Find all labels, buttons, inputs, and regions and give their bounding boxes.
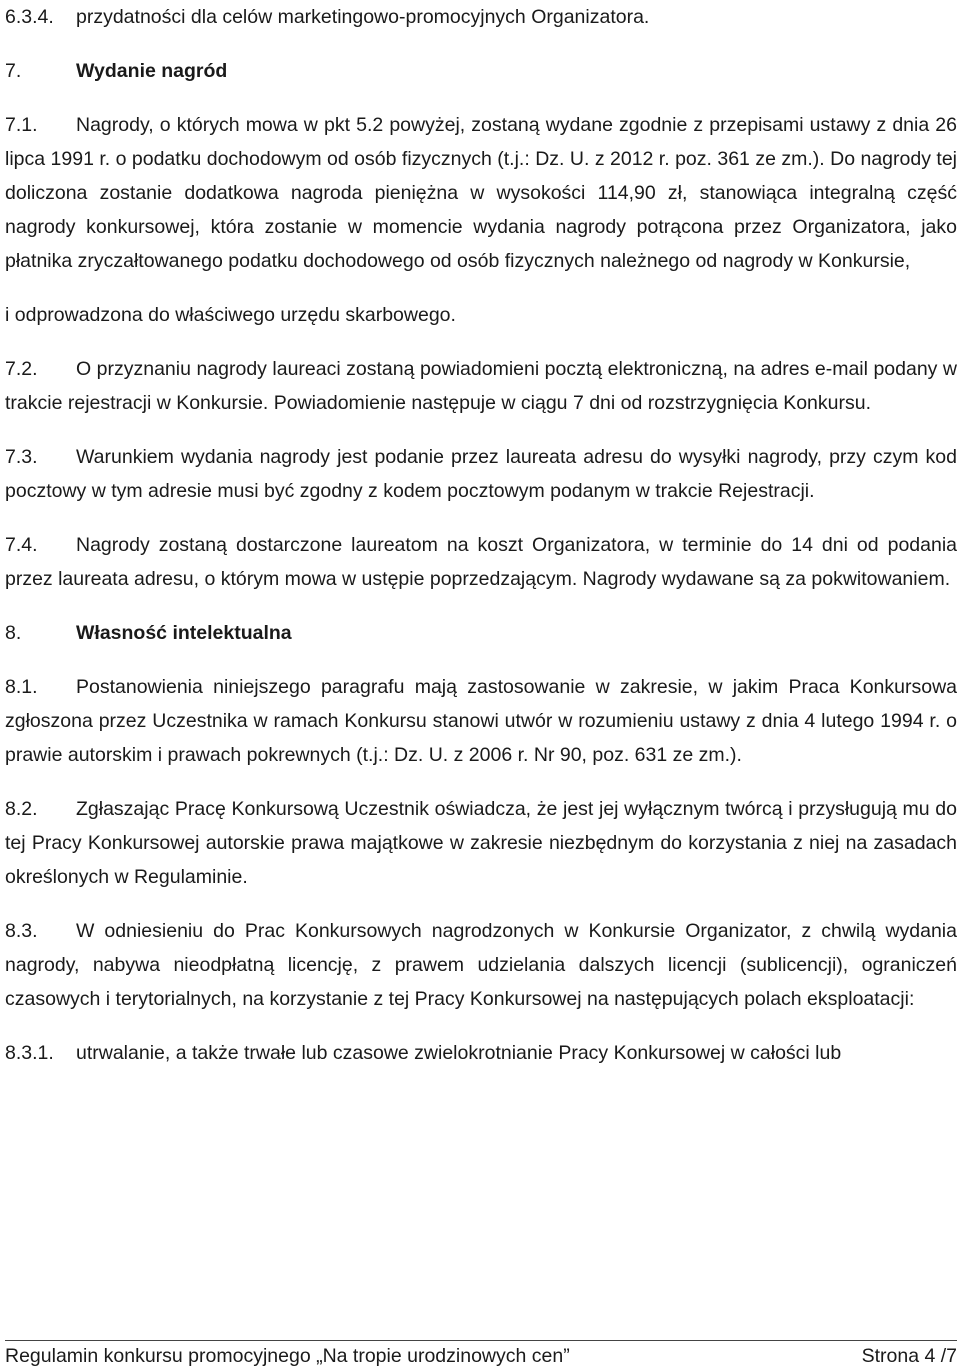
paragraph-number: 8.1. [5, 676, 38, 698]
paragraph-text: O przyznaniu nagrody laureaci zostaną powiadomieni pocztą elektroniczną, na adres e-mail podany w trakcie rejestracji w Konkursie. Powiadomienie następuje w ciągu 7 dni od rozstrzygnięcia Konkursu. [5, 358, 957, 414]
section-title: Własność intelektualna [76, 622, 292, 644]
paragraph-text: Nagrody zostaną dostarczone laureatom na koszt Organizatora, w terminie do 14 dni od podania przez laureata adresu, o którym mowa w ustępie poprzedzającym. Nagrody wydawane są za pokwitowaniem. [5, 534, 957, 590]
paragraph-7-4 [5, 528, 957, 596]
section-title: Wydanie nagród [76, 60, 228, 82]
paragraph-8-3-1 [5, 1036, 957, 1070]
paragraph-8-2 [5, 792, 957, 894]
paragraph-number: 8.3. [5, 920, 38, 942]
section-7-heading [5, 54, 957, 88]
paragraph-7-1-continuation [5, 298, 957, 332]
page-number: Strona 4 /7 [861, 1345, 957, 1367]
section-8-heading [5, 616, 957, 650]
paragraph-text: i odprowadzona do właściwego urzędu skarbowego. [5, 304, 456, 326]
paragraph-text: Zgłaszając Pracę Konkursową Uczestnik oświadcza, że jest jej wyłącznym twórcą i przysługują mu do tej Pracy Konkursowej autorskie prawa majątkowe w zakresie niezbędnym do korzystania z niej na zasadach określonych w Regulaminie. [5, 798, 957, 888]
section-number: 8. [5, 622, 22, 644]
paragraph-number: 7.3. [5, 446, 38, 468]
paragraph-number: 7.1. [5, 114, 38, 136]
paragraph-6-3-4 [5, 0, 957, 34]
paragraph-number: 6.3.4. [5, 6, 54, 28]
footer-title: Regulamin konkursu promocyjnego „Na tropie urodzinowych cen” [5, 1345, 570, 1367]
paragraph-text: W odniesieniu do Prac Konkursowych nagrodzonych w Konkursie Organizator, z chwilą wydania nagrody, nabywa nieodpłatną licencję, z prawem udzielania dalszych licencji (sublicencji), ograniczeń czasowych i terytorialnych, na korzystanie z tej Pracy Konkursowej na następujących polach eksploatacji: [5, 920, 957, 1010]
paragraph-text: Postanowienia niniejszego paragrafu mają zastosowanie w zakresie, w jakim Praca Konkursowa zgłoszona przez Uczestnika w ramach Konkursu stanowi utwór w rozumieniu ustawy z dnia 4 lutego 1994 r. o prawie autorskim i prawach pokrewnych (t.j.: Dz. U. z 2006 r. Nr 90, poz. 631 ze zm.). [5, 676, 957, 766]
document-page [5, 0, 957, 1070]
paragraph-text: Do nagrody tej doliczona zostanie dodatkowa nagroda pieniężna w wysokości 114,90 zł, stanowiąca integralną część nagrody konkursowej, która zostanie w momencie wydania nagrody potrącona przez Organizatora, jako płatnika zryczałtowanego podatku dochodowego od osób fizycznych należnego od nagrody w Konkursie, [5, 148, 957, 272]
paragraph-number: 8.3.1. [5, 1042, 54, 1064]
paragraph-text-legal-ref: Nagrody, o których mowa w pkt 5.2 powyżej, zostaną wydane zgodnie z przepisami ustawy z dnia 26 lipca 1991 r. o podatku dochodowym od osób fizycznych (t.j.: Dz. U. z 2012 r. poz. 361 ze zm.). [5, 114, 957, 170]
paragraph-number: 7.2. [5, 358, 38, 380]
section-number: 7. [5, 60, 22, 82]
paragraph-number: 8.2. [5, 798, 38, 820]
paragraph-text: utrwalanie, a także trwałe lub czasowe zwielokrotnianie Pracy Konkursowej w całości lub [76, 1042, 842, 1064]
page-footer [5, 1340, 957, 1371]
paragraph-7-1 [5, 108, 957, 278]
paragraph-7-2 [5, 352, 957, 420]
paragraph-8-3 [5, 914, 957, 1016]
paragraph-7-3 [5, 440, 957, 508]
paragraph-text: Warunkiem wydania nagrody jest podanie przez laureata adresu do wysyłki nagrody, przy czym kod pocztowy w tym adresie musi być zgodny z kodem pocztowym podanym w trakcie Rejestracji. [5, 446, 957, 502]
paragraph-text: przydatności dla celów marketingowo-promocyjnych Organizatora. [76, 6, 650, 28]
paragraph-number: 7.4. [5, 534, 38, 556]
paragraph-8-1 [5, 670, 957, 772]
